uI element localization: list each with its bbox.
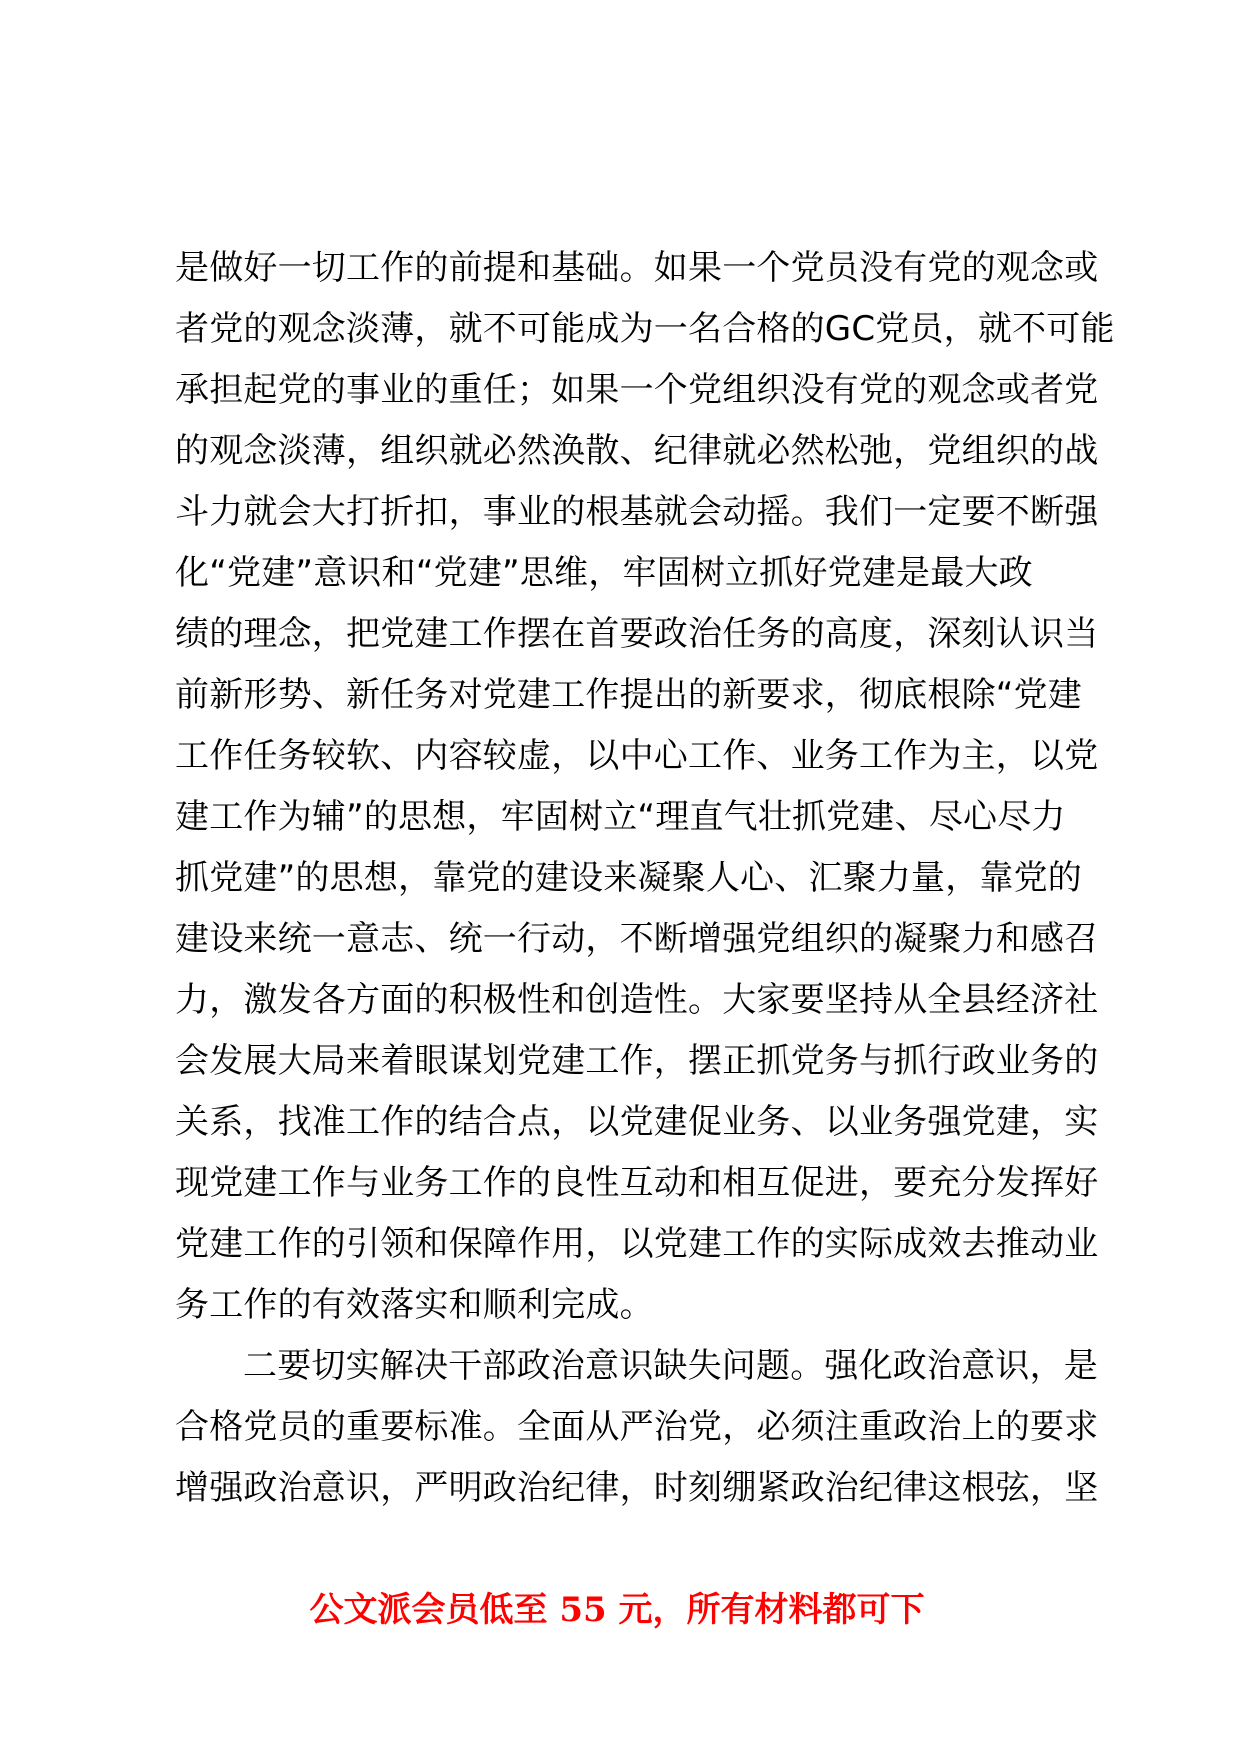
text-line: 党建工作的引领和保障作用，以党建工作的实际成效去推动业 bbox=[175, 1224, 1099, 1264]
text-line: 化“党建”意识和“党建”思维，牢固树立抓好党建是最大政 bbox=[175, 553, 1033, 593]
body-text bbox=[175, 238, 1115, 1519]
text-line: 增强政治意识，严明政治纪律，时刻绷紧政治纪律这根弦，坚 bbox=[175, 1468, 1099, 1508]
text-line: 者党的观念淡薄，就不可能成为一名合格的GC党员，就不可能 bbox=[175, 309, 1115, 349]
text-line: 现党建工作与业务工作的良性互动和相互促进，要充分发挥好 bbox=[175, 1163, 1099, 1203]
text-line: 关系，找准工作的结合点，以党建促业务、以业务强党建，实 bbox=[175, 1102, 1099, 1142]
text-line: 绩的理念，把党建工作摆在首要政治任务的高度，深刻认识当 bbox=[175, 614, 1099, 654]
paragraph-start-line: 二要切实解决干部政治意识缺失问题。强化政治意识，是 bbox=[243, 1346, 1098, 1386]
text-line: 力，激发各方面的积极性和创造性。大家要坚持从全县经济社 bbox=[175, 980, 1099, 1020]
text-line: 工作任务较软、内容较虚，以中心工作、业务工作为主，以党 bbox=[175, 736, 1099, 776]
text-line: 是做好一切工作的前提和基础。如果一个党员没有党的观念或 bbox=[175, 248, 1099, 288]
footer-advertisement: 公文派会员低至 55 元，所有材料都可下 bbox=[309, 1590, 925, 1630]
text-line: 的观念淡薄，组织就必然涣散、纪律就必然松弛，党组织的战 bbox=[175, 431, 1099, 471]
text-line: 务工作的有效落实和顺利完成。 bbox=[175, 1285, 654, 1325]
text-line: 建设来统一意志、统一行动，不断增强党组织的凝聚力和感召 bbox=[175, 919, 1099, 959]
text-line: 合格党员的重要标准。全面从严治党，必须注重政治上的要求 bbox=[175, 1407, 1099, 1447]
text-line: 会发展大局来着眼谋划党建工作，摆正抓党务与抓行政业务的 bbox=[175, 1041, 1099, 1081]
text-line: 建工作为辅”的思想，牢固树立“理直气壮抓党建、尽心尽力 bbox=[175, 797, 1066, 837]
text-line: 抓党建”的思想，靠党的建设来凝聚人心、汇聚力量，靠党的 bbox=[175, 858, 1083, 898]
text-line: 承担起党的事业的重任；如果一个党组织没有党的观念或者党 bbox=[175, 370, 1099, 410]
text-line: 前新形势、新任务对党建工作提出的新要求，彻底根除“党建 bbox=[175, 675, 1083, 715]
text-line: 斗力就会大打折扣，事业的根基就会动摇。我们一定要不断强 bbox=[175, 492, 1099, 532]
